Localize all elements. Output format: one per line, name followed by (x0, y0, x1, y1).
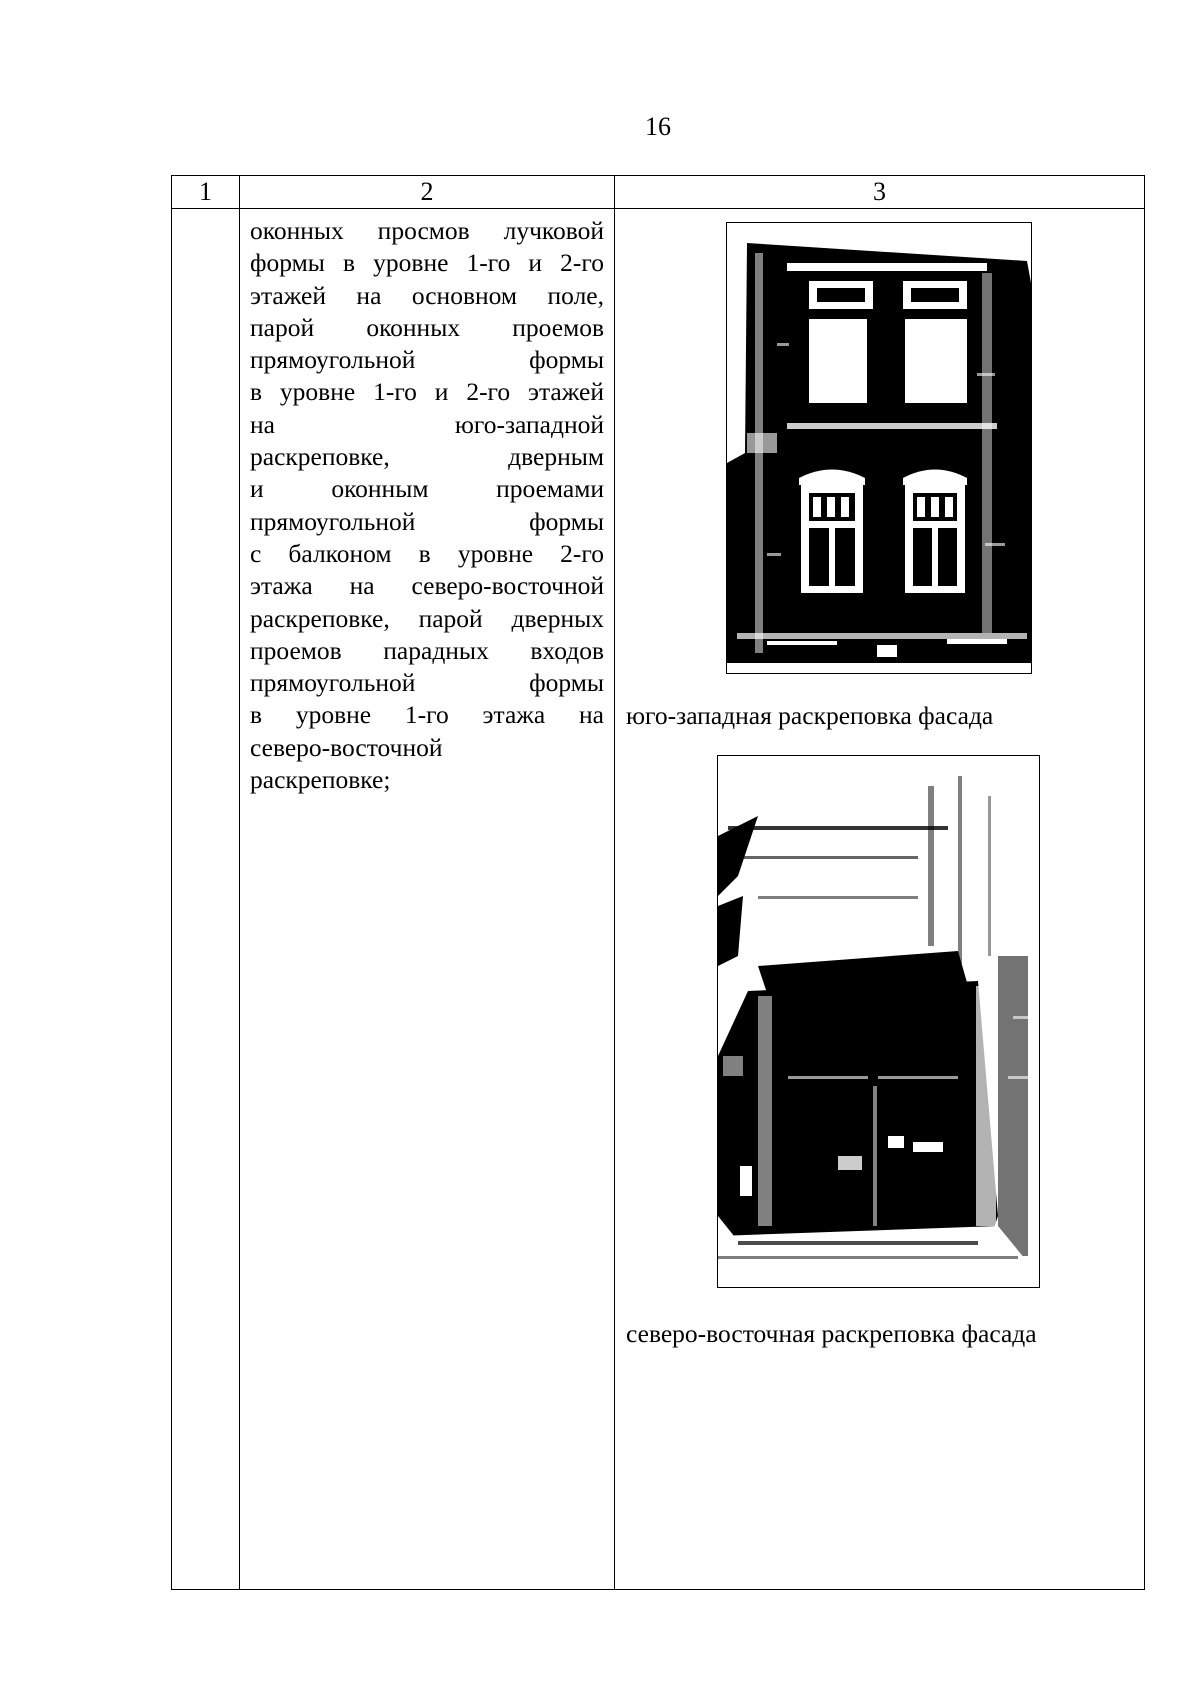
description-line: раскреповке, дверным (250, 442, 604, 472)
photo-southwest-facade (726, 222, 1032, 674)
column-header-3: 3 (615, 176, 1145, 209)
facade-image (718, 756, 1039, 1287)
table-row (172, 209, 1145, 1590)
description-line: раскреповке, парой дверных (250, 603, 604, 633)
description-line: и оконным проемами (250, 474, 604, 504)
photo-caption-northeast: северо-восточная раскреповка фасада (626, 1319, 1037, 1348)
table-header-row (172, 176, 1145, 209)
description-line: парой оконных проемов (250, 312, 604, 342)
photo-northeast-facade (717, 755, 1040, 1288)
description-line: формы в уровне 1-го и 2-го (250, 248, 604, 278)
description-line: северо-восточной (250, 732, 443, 762)
page-number: 16 (645, 112, 671, 141)
description-line: проемов парадных входов (250, 635, 604, 665)
heritage-table (171, 175, 1145, 1590)
description-line: в уровне 1-го и 2-го этажей (250, 377, 604, 407)
row-number-cell (172, 209, 240, 1590)
photo-cell (615, 209, 1145, 1590)
facade-image (727, 223, 1031, 673)
photo-caption-southwest: юго-западная раскреповка фасада (626, 701, 994, 730)
description-line: раскреповке; (250, 765, 391, 795)
description-line: этажа на северо-восточной (250, 571, 604, 601)
description-text (240, 209, 614, 796)
description-line: этажей на основном поле, (250, 280, 604, 310)
description-line: прямоугольной формы (250, 345, 604, 375)
description-line: прямоугольной формы (250, 668, 604, 698)
column-header-1: 1 (172, 176, 240, 209)
description-line: на юго-западной (250, 409, 604, 439)
column-header-2: 2 (240, 176, 615, 209)
description-line: с балконом в уровне 2-го (250, 538, 604, 568)
description-line: в уровне 1-го этажа на (250, 700, 604, 730)
description-cell (240, 209, 615, 1590)
description-line: оконных просмов лучковой (250, 216, 604, 245)
description-line: прямоугольной формы (250, 506, 604, 536)
